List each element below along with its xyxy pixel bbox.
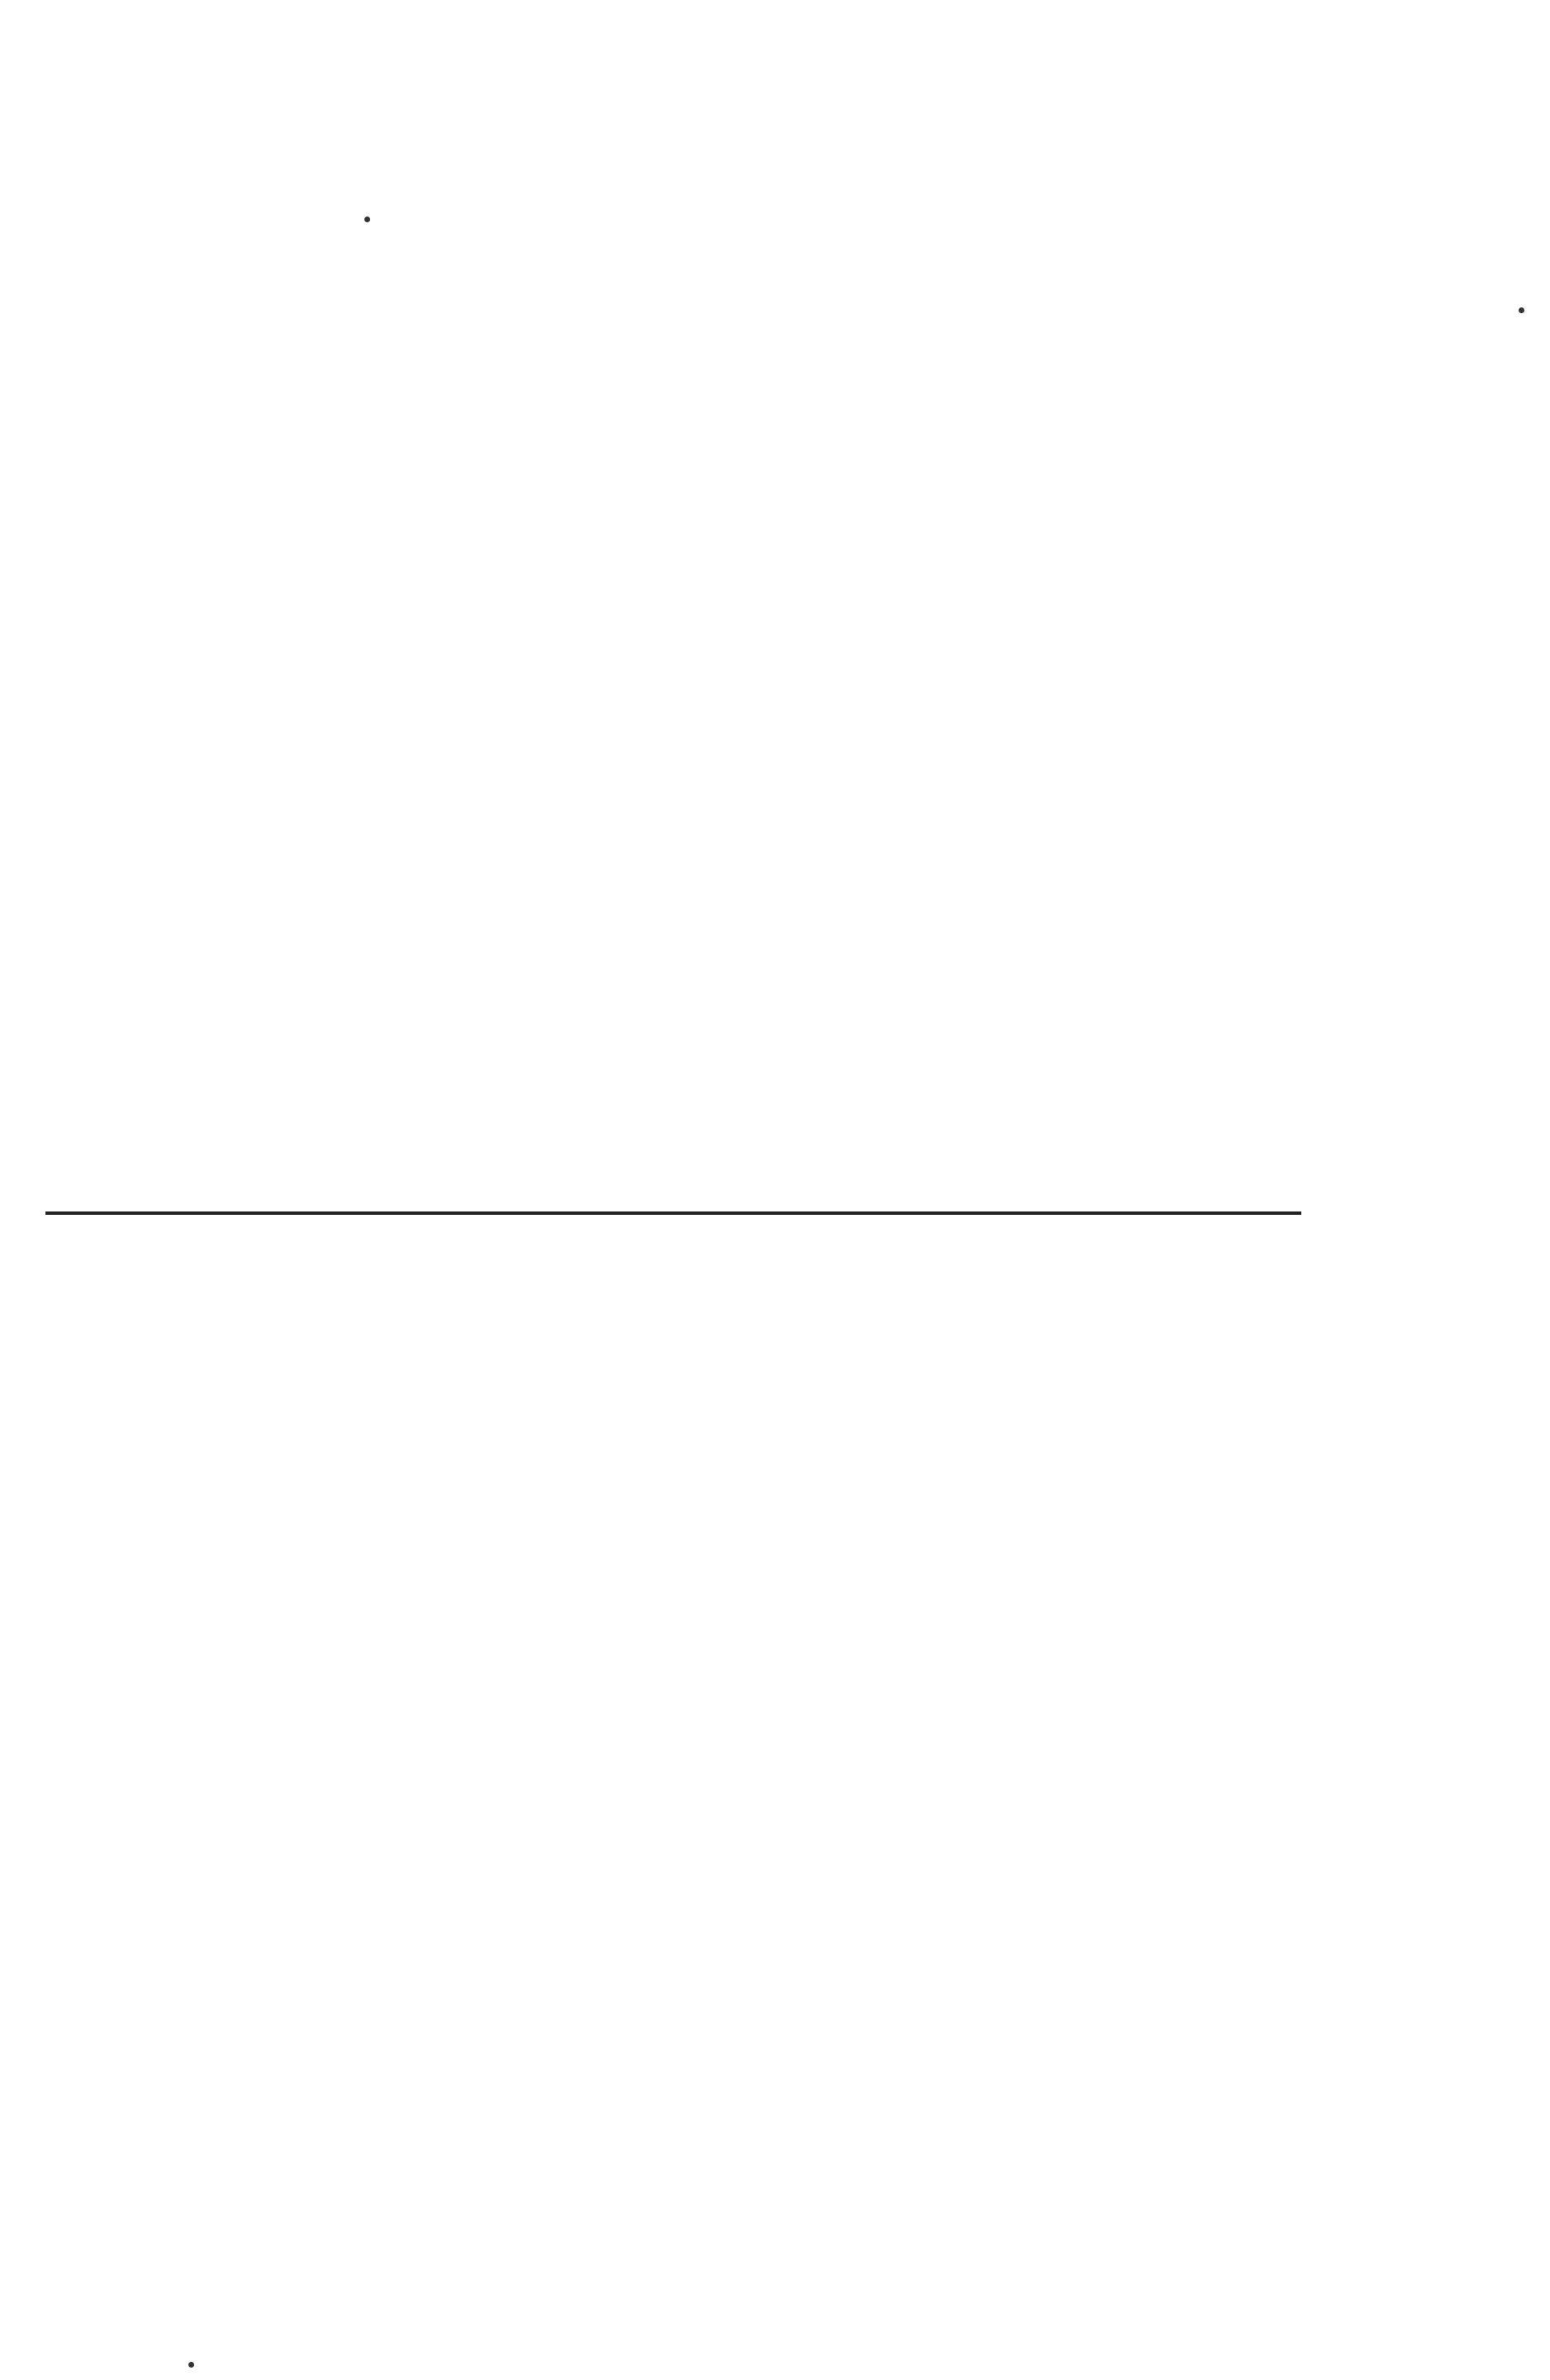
section-divider	[45, 1211, 1301, 1215]
scan-speck	[1519, 307, 1524, 313]
scan-speck	[364, 217, 370, 222]
scan-speck	[188, 2362, 194, 2368]
